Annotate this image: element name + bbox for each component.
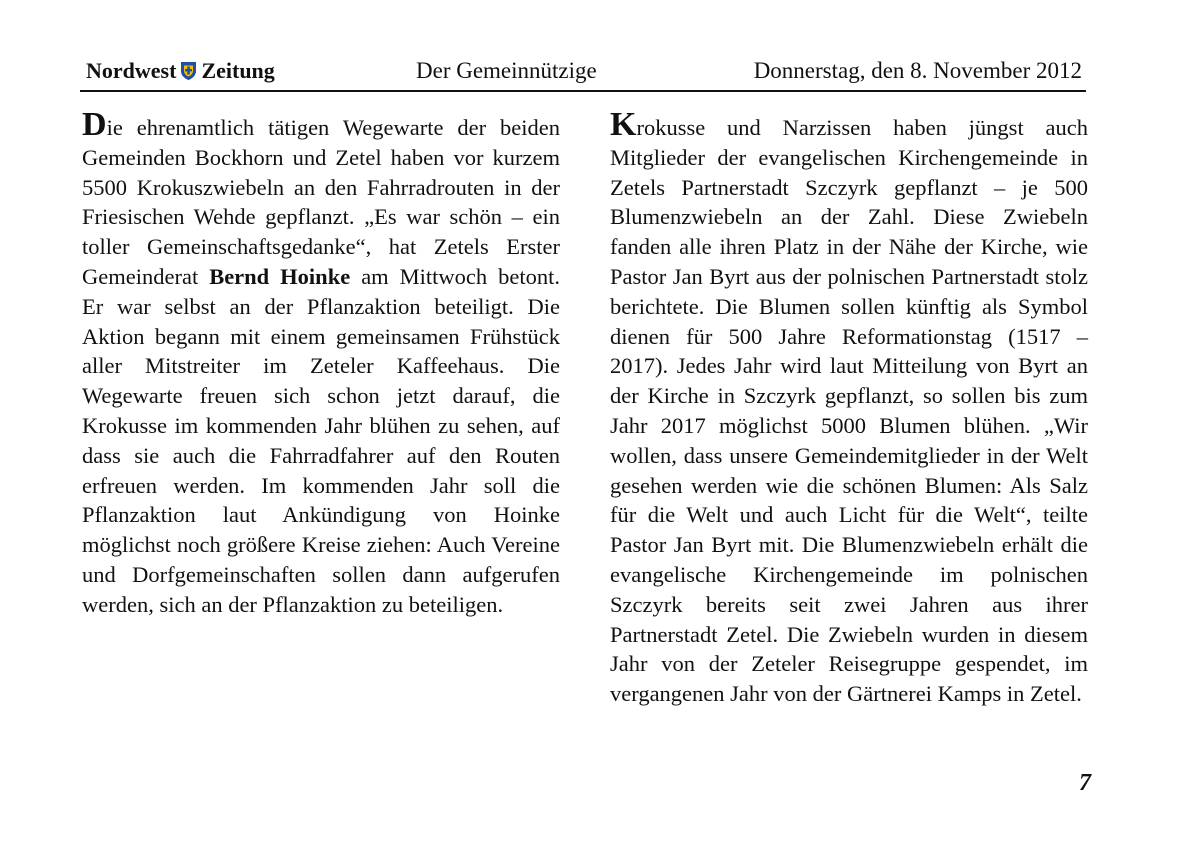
- brand-name-part2: Zeitung: [201, 58, 275, 83]
- left-article-body: [82, 108, 560, 620]
- newspaper-brand: [86, 58, 275, 84]
- right-article: [610, 108, 1088, 709]
- right-dropcap: K: [610, 106, 637, 143]
- right-text: rokusse und Narzissen haben jüngst auch Mitglieder der evangelischen Kirchengemeinde in Zetels Partnerstadt Szczyrk gepflanzt – je 500 Blumenzwiebeln an der Zahl. Diese Zwiebeln fanden alle ihren Platz in der Nähe der Kirche, wie Pastor Jan Byrt aus der polnischen Partnerstadt stolz berichtete. Die Blumen sollen künftig als Symbol dienen für 500 Jahre Reformationstag (1517 – 2017). Jedes Jahr wird laut Mitteilung von Byrt an der Kirche in Szczyrk gepflanzt, so sollen bis zum Jahr 2017 möglichst 5000 Blumen blühen. „Wir wollen, dass unsere Gemeindemitglieder in der Welt gesehen werden wie die schönen Blumen: Als Salz für die Welt und auch Licht für die Welt“, teilte Pastor Jan Byrt mit. Die Blumenzwiebeln erhält die evangelische Kirchengemeinde im polnischen Szczyrk bereits seit zwei Jahren aus ihrer Partnerstadt Zetel. Die Zwiebeln wurden in diesem Jahr von der Zeteler Reisegruppe gespendet, im vergangenen Jahr von der Gärtnerei Kamps in Zetel.: [610, 115, 1088, 707]
- left-dropcap: D: [82, 106, 107, 143]
- left-text-part2: am Mittwoch betont. Er war selbst an der Pflanzaktion beteiligt. Die Aktion begann mit einem gemeinsamen Frühstück aller Mitstreiter im Zeteler Kaffeehaus. Die Wegewarte freuen sich schon jetzt darauf, die Krokusse im kommenden Jahr blühen zu sehen, auf dass sie auch die Fahrradfahrer auf den Routen erfreuen werden. Im kommenden Jahr soll die Pflanzaktion laut Ankündigung von Hoinke möglichst noch größere Kreise ziehen: Auch Vereine und Dorfgemeinschaften sollen dann aufgerufen werden, sich an der Pflanzaktion zu beteiligen.: [82, 263, 560, 617]
- person-name: Bernd Hoinke: [209, 263, 351, 289]
- page-header: [80, 56, 1086, 92]
- left-text-part1: ie ehrenamtlich tätigen Wegewarte der beiden Gemeinden Bockhorn und Zetel haben vor kurzem 5500 Krokuszwiebeln an den Fahrradrouten in der Friesischen Wehde gepflanzt. „Es war schön – ein toller Gemeinschaftsgedanke“, hat Zetels Erster Gemeinderat: [82, 115, 560, 289]
- issue-date: Donnerstag, den 8. November 2012: [753, 58, 1082, 83]
- brand-name-part1: Nordwest: [86, 58, 177, 83]
- page-number: 7: [1079, 770, 1091, 796]
- right-article-body: [610, 108, 1088, 709]
- left-article: [82, 108, 560, 620]
- publication-title: Der Gemeinnützige: [416, 58, 597, 83]
- coat-of-arms-icon: [181, 62, 196, 80]
